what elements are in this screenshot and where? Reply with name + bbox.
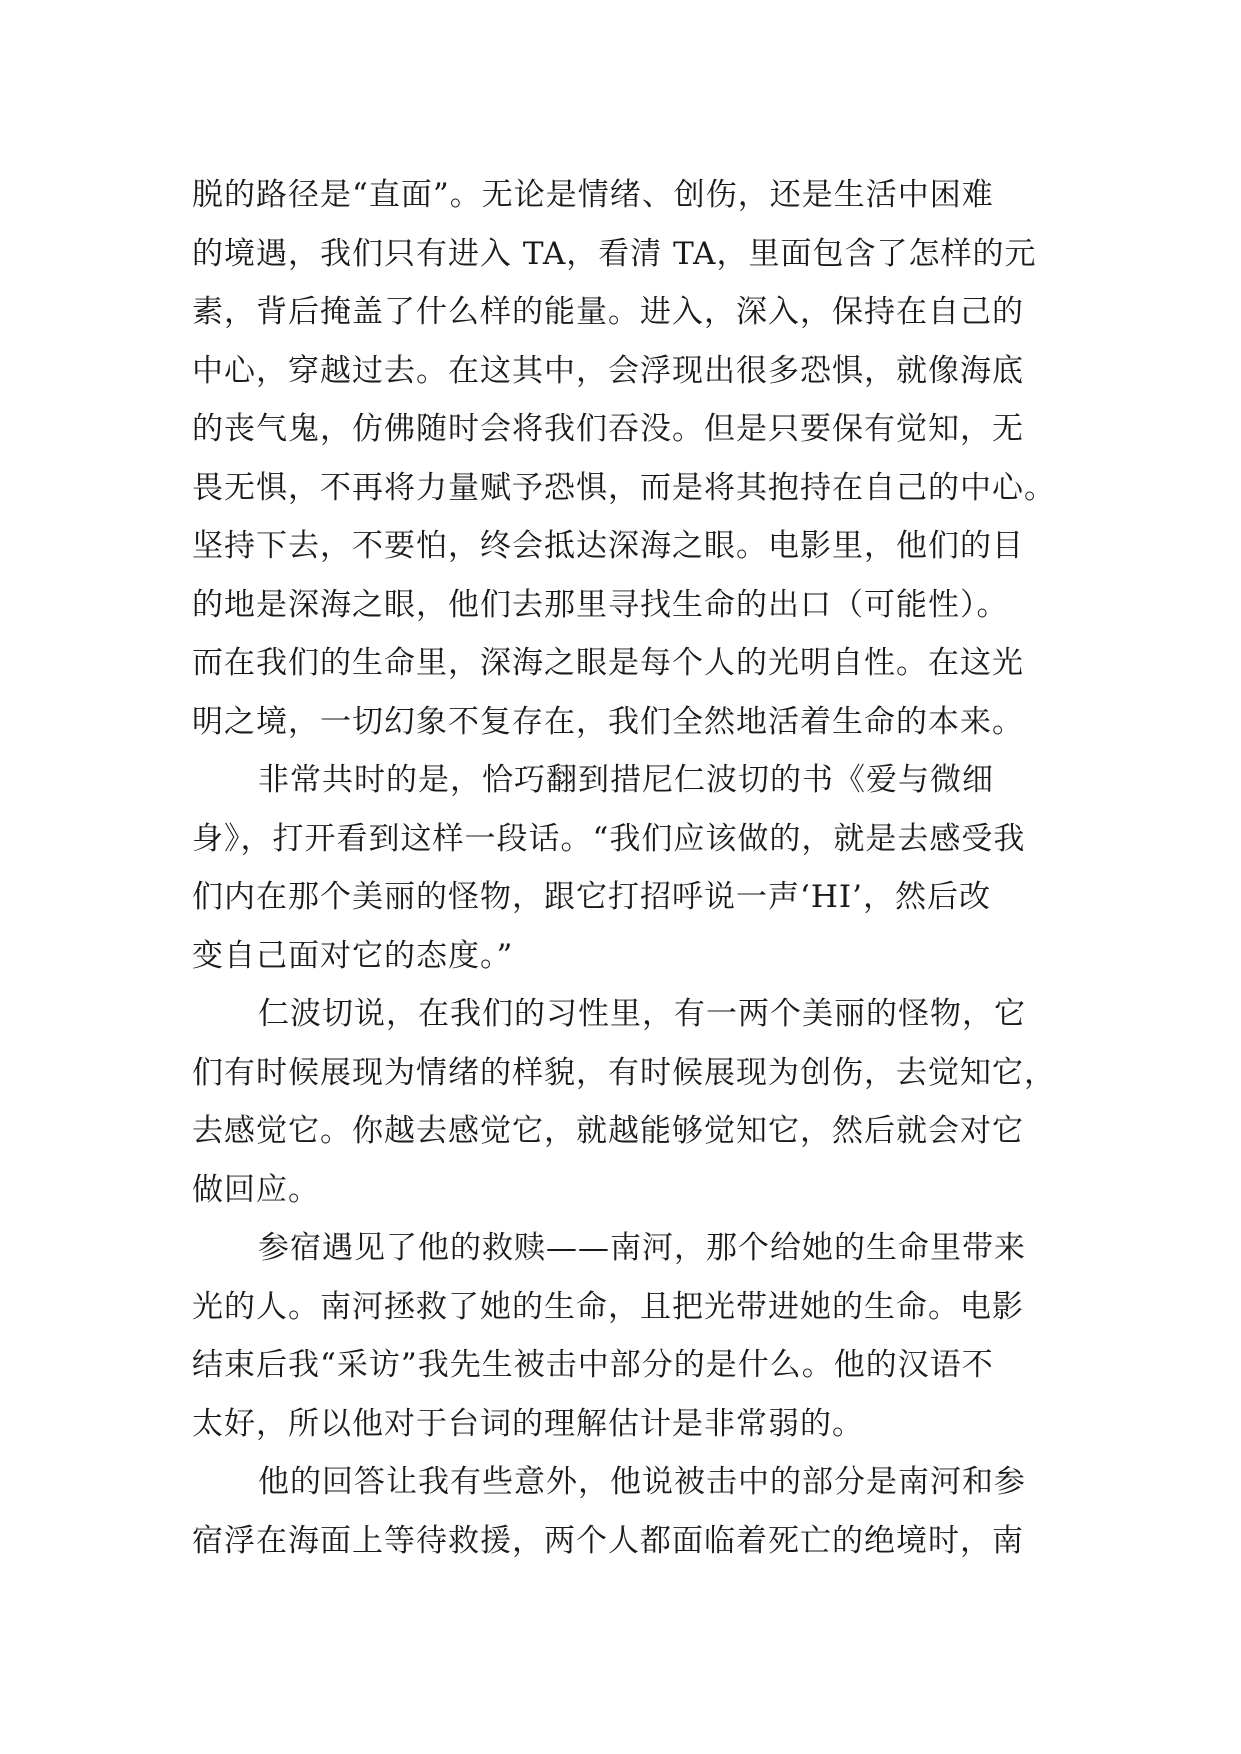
text-line: 明之境，一切幻象不复存在，我们全然地活着生命的本来。 [192,703,1024,740]
text-line: 脱的路径是“直面”。无论是情绪、创伤，还是生活中困难 [192,177,994,213]
text-line: 宿浮在海面上等待救援，两个人都面临着死亡的绝境时，南 [192,1522,1024,1559]
text-line: 光的人。南河拯救了她的生命，且把光带进她的生命。电影 [192,1288,1024,1325]
text-line: 太好，所以他对于台词的理解估计是非常弱的。 [192,1405,864,1442]
paragraph-start-line: 非常共时的是，恰巧翻到措尼仁波切的书《爱与微细 [258,762,994,798]
paragraph-start-line: 他的回答让我有些意外，他说被击中的部分是南河和参 [258,1464,1026,1500]
text-line: 的丧气鬼，仿佛随时会将我们吞没。但是只要保有觉知，无 [192,411,1024,447]
text-line: 畏无惧，不再将力量赋予恐惧，而是将其抱持在自己的中心。 [192,469,1056,506]
text-line: 中心，穿越过去。在这其中，会浮现出很多恐惧，就像海底 [192,352,1024,389]
document-body [192,166,1056,1570]
text-line: 素，背后掩盖了什么样的能量。进入，深入，保持在自己的 [192,294,1024,330]
text-line: 而在我们的生命里，深海之眼是每个人的光明自性。在这光 [192,645,1024,681]
text-line: 们有时候展现为情绪的样貌，有时候展现为创伤，去觉知它， [192,1054,1056,1091]
paragraph-start-line: 仁波切说，在我们的习性里，有一两个美丽的怪物，它 [258,996,1026,1032]
text-line: 结束后我“采访”我先生被击中部分的是什么。他的汉语不 [192,1347,994,1383]
text-line: 去感觉它。你越去感觉它，就越能够觉知它，然后就会对它 [192,1113,1024,1149]
paragraph-start-line: 参宿遇见了他的救赎——南河，那个给她的生命里带来 [258,1230,1026,1266]
text-line: 坚持下去，不要怕，终会抵达深海之眼。电影里，他们的目 [192,528,1024,564]
text-line: 变自己面对它的态度。” [192,937,514,974]
text-line: 的地是深海之眼，他们去那里寻找生命的出口（可能性）。 [192,586,1009,623]
text-line: 的境遇，我们只有进入 TA，看清 TA，里面包含了怎样的元 [192,235,1037,272]
text-line: 身》，打开看到这样一段话。“我们应该做的，就是去感受我 [192,820,1026,857]
text-line: 做回应。 [192,1171,320,1208]
text-line: 们内在那个美丽的怪物，跟它打招呼说一声‘HI’，然后改 [192,879,991,915]
